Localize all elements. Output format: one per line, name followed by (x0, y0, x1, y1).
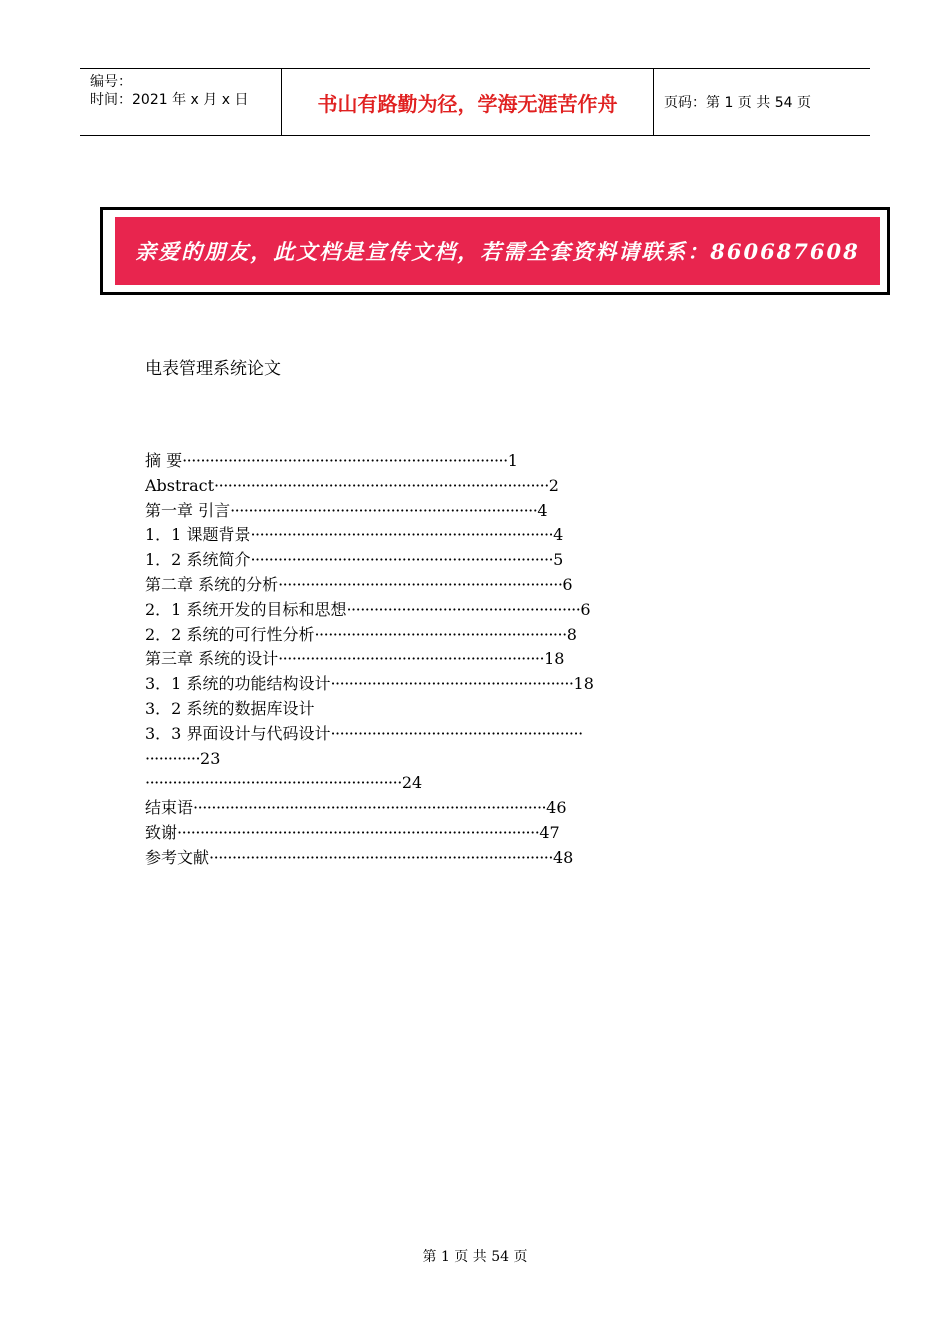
toc-entry (145, 697, 815, 722)
toc-leader-dots: ········································································· (214, 475, 549, 495)
toc-entry-label: 3．2 系统的数据库设计 (145, 698, 315, 718)
toc-leader-dots: ············ (145, 748, 201, 768)
page-header (80, 68, 870, 136)
toc-entry-label: 1．1 课题背景 (145, 525, 251, 545)
toc-entry-page: 46 (546, 798, 567, 818)
toc-entry-label: 第二章 系统的分析 (145, 574, 279, 594)
toc-entry-page: 18 (544, 649, 565, 669)
toc-entry-label: 3．1 系统的功能结构设计 (145, 674, 331, 694)
toc-entry (145, 623, 815, 648)
document-title: 电表管理系统论文 (145, 359, 281, 379)
toc-entry (145, 647, 815, 672)
toc-entry-page: 24 (401, 773, 423, 793)
toc-leader-dots: ······················································· (330, 723, 583, 743)
toc-entry-label: 摘 要 (145, 451, 183, 470)
toc-entry-page: 5 (553, 550, 564, 570)
header-page-info: 页码：第 1 页 共 54 页 (664, 95, 811, 111)
toc-entry-label: 结束语 (145, 798, 194, 818)
toc-entry-page: 8 (566, 624, 577, 644)
toc-entry-page: 48 (552, 847, 574, 867)
toc-leader-dots: ······································································· (182, 451, 508, 470)
toc-entry (145, 821, 815, 846)
toc-leader-dots: ························································ (145, 773, 402, 793)
document-date: 时间：2021 年 x 月 x 日 (90, 92, 249, 108)
toc-entry (145, 771, 815, 796)
toc-leader-dots: ······················································· (314, 624, 567, 644)
toc-entry-label: 2．2 系统的可行性分析 (145, 624, 315, 644)
toc-entry-label: 第三章 系统的设计 (145, 649, 279, 669)
toc-leader-dots: ··············································································· (177, 822, 540, 842)
toc-leader-dots: ············································································· (193, 798, 547, 818)
toc-entry-page: 4 (537, 500, 548, 520)
toc-entry (145, 672, 815, 697)
toc-entry-label: 1．2 系统简介 (145, 550, 251, 570)
toc-entry (145, 548, 815, 573)
document-number-label: 编号： (90, 74, 132, 90)
toc-entry-label: 3．3 界面设计与代码设计 (145, 723, 331, 743)
promo-banner (100, 207, 890, 295)
toc-entry-page: 1 (507, 451, 518, 470)
toc-entry (145, 523, 815, 548)
toc-entry (145, 598, 815, 623)
toc-entry-label: 参考文献 (145, 847, 210, 867)
toc-entry-page: 2 (548, 475, 559, 495)
toc-entry-page: 6 (562, 574, 573, 594)
toc-leader-dots: ··················································· (346, 599, 581, 619)
header-slogan: 书山有路勤为径，学海无涯苦作舟 (282, 69, 654, 135)
toc-entry (145, 499, 815, 524)
toc-entry (145, 722, 815, 747)
header-meta (80, 69, 282, 135)
toc-entry-label: Abstract (145, 475, 215, 495)
toc-entry-page: 6 (580, 599, 591, 619)
toc-leader-dots: ····················································· (330, 674, 574, 694)
toc-entry-page: 18 (573, 674, 594, 694)
toc-entry-label: 2．1 系统开发的目标和思想 (145, 599, 347, 619)
toc-leader-dots: ······························································ (278, 574, 563, 594)
promo-banner-text: 亲爱的朋友，此文档是宣传文档，若需全套资料请联系：860687608 (115, 217, 880, 285)
toc-entry (145, 796, 815, 821)
toc-entry (145, 474, 815, 499)
toc-leader-dots: ··································································· (230, 500, 538, 520)
toc-entry (145, 747, 815, 772)
toc-leader-dots: ·································································· (250, 525, 554, 545)
toc-entry (145, 449, 815, 474)
toc-leader-dots: ··········································································· (209, 847, 553, 867)
toc-leader-dots: ·································································· (250, 550, 554, 570)
page-footer: 第 1 页 共 54 页 (422, 1249, 528, 1265)
toc-entry-label: 致谢 (145, 822, 178, 842)
toc-entry-page: 47 (539, 822, 560, 842)
toc-entry-page: 23 (200, 748, 221, 768)
toc-entry (145, 573, 815, 598)
toc-entry (145, 846, 815, 871)
toc-leader-dots: ·························································· (278, 649, 545, 669)
table-of-contents (145, 449, 815, 871)
toc-entry-page: 4 (553, 525, 564, 545)
toc-entry-label: 第一章 引言 (145, 500, 231, 520)
